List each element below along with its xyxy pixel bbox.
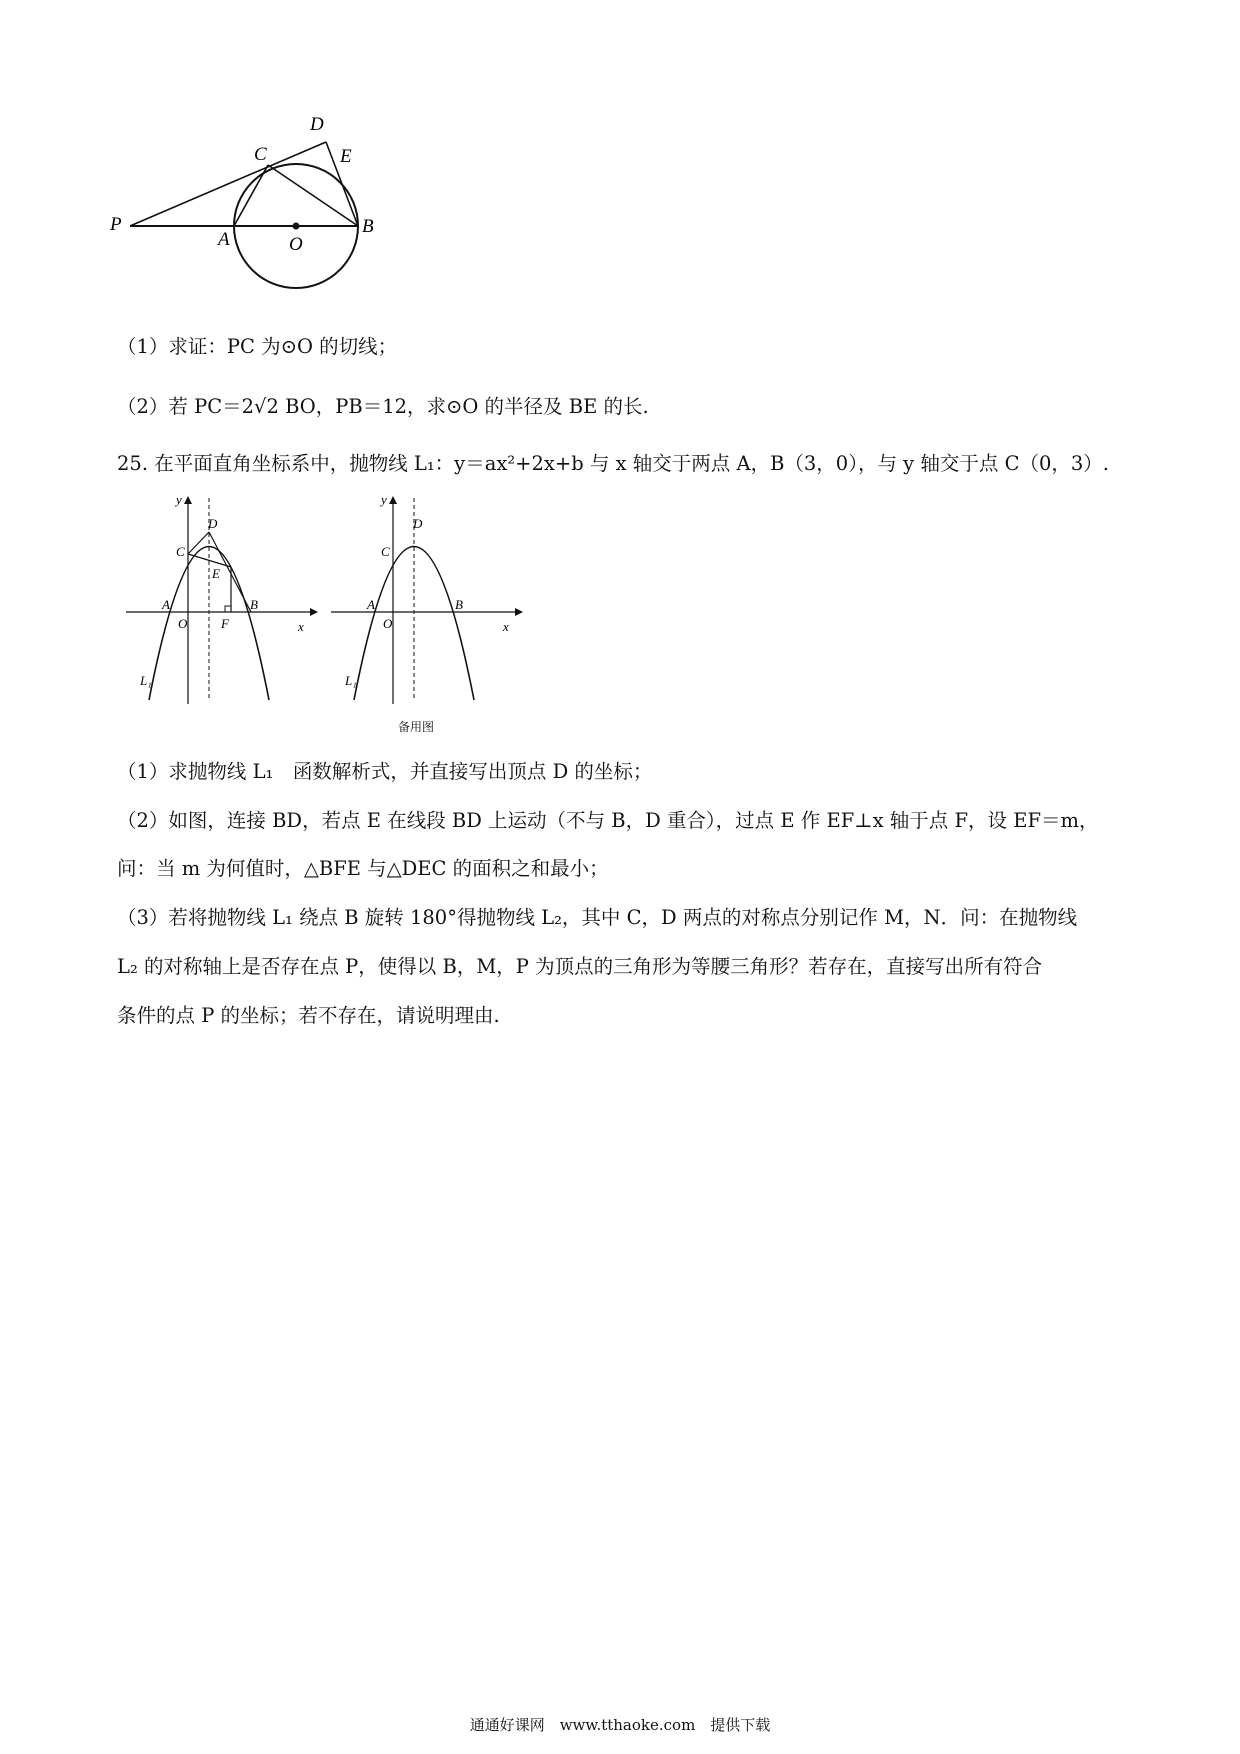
label-o: O: [289, 234, 303, 255]
x-axis-arrow: [310, 608, 318, 616]
y-axis-arrow: [389, 496, 397, 504]
right-angle-mark: [225, 606, 231, 612]
label-l1: L₁: [345, 673, 357, 688]
label-d: D: [310, 114, 324, 135]
label-b: B: [362, 216, 374, 237]
page-footer: 通通好课网 www.tthaoke.com 提供下载: [469, 1716, 771, 1734]
q25-part3-line1: （3）若将抛物线 L₁ 绕点 B 旋转 180°得抛物线 L₂，其中 C，D 两点的对称点分别记作 M，N．问：在抛物线: [117, 906, 1078, 929]
label-b: B: [250, 597, 258, 612]
label-o: O: [178, 616, 188, 631]
parabola-figure-main: [120, 488, 320, 708]
label-a: A: [367, 597, 375, 612]
label-e: E: [340, 146, 352, 167]
label-d: D: [413, 516, 423, 531]
parabola-figure-spare: [325, 488, 525, 708]
q25-part2-line1: （2）如图，连接 BD，若点 E 在线段 BD 上运动（不与 B，D 重合），过点 E 作 EF⊥x 轴于点 F，设 EF＝m，: [117, 809, 1099, 832]
q25-part2-line2: 问：当 m 为何值时，△BFE 与△DEC 的面积之和最小；: [117, 857, 609, 880]
label-x: x: [503, 619, 509, 634]
spare-figure-caption: 备用图: [398, 720, 435, 734]
label-c: C: [176, 544, 185, 559]
x-axis-arrow: [515, 608, 523, 616]
label-f: F: [221, 616, 229, 631]
q25-part3-line2: L₂ 的对称轴上是否存在点 P，使得以 B，M，P 为顶点的三角形为等腰三角形？若存在，直接写出所有符合: [117, 955, 1043, 978]
label-c: C: [254, 144, 267, 165]
label-a: A: [162, 597, 170, 612]
label-x: x: [298, 619, 304, 634]
label-o: O: [383, 616, 393, 631]
label-p: P: [110, 214, 122, 235]
y-axis-arrow: [184, 496, 192, 504]
q25-part3-line3: 条件的点 P 的坐标；若不存在，请说明理由.: [117, 1004, 500, 1027]
label-e: E: [212, 566, 220, 581]
q25-stem: 25. 在平面直角坐标系中，抛物线 L₁：y＝ax²+2x+b 与 x 轴交于两点 A，B（3，0），与 y 轴交于点 C（0，3）.: [117, 452, 1110, 475]
label-l1: L₁: [140, 673, 152, 688]
label-c: C: [381, 544, 390, 559]
q24-part2: （2）若 PC＝2√2 BO，PB＝12，求⊙O 的半径及 BE 的长.: [117, 395, 649, 418]
label-b: B: [455, 597, 463, 612]
label-d: D: [208, 516, 218, 531]
circle-tangent-figure: [110, 110, 430, 310]
label-a: A: [218, 229, 230, 250]
segment-cb: [268, 165, 358, 226]
q24-part1: （1）求证：PC 为⊙O 的切线；: [117, 335, 398, 358]
center-point: [293, 223, 300, 230]
q25-part1: （1）求抛物线 L₁ 函数解析式，并直接写出顶点 D 的坐标；: [117, 760, 653, 783]
label-y: y: [176, 492, 182, 507]
label-y: y: [381, 492, 387, 507]
